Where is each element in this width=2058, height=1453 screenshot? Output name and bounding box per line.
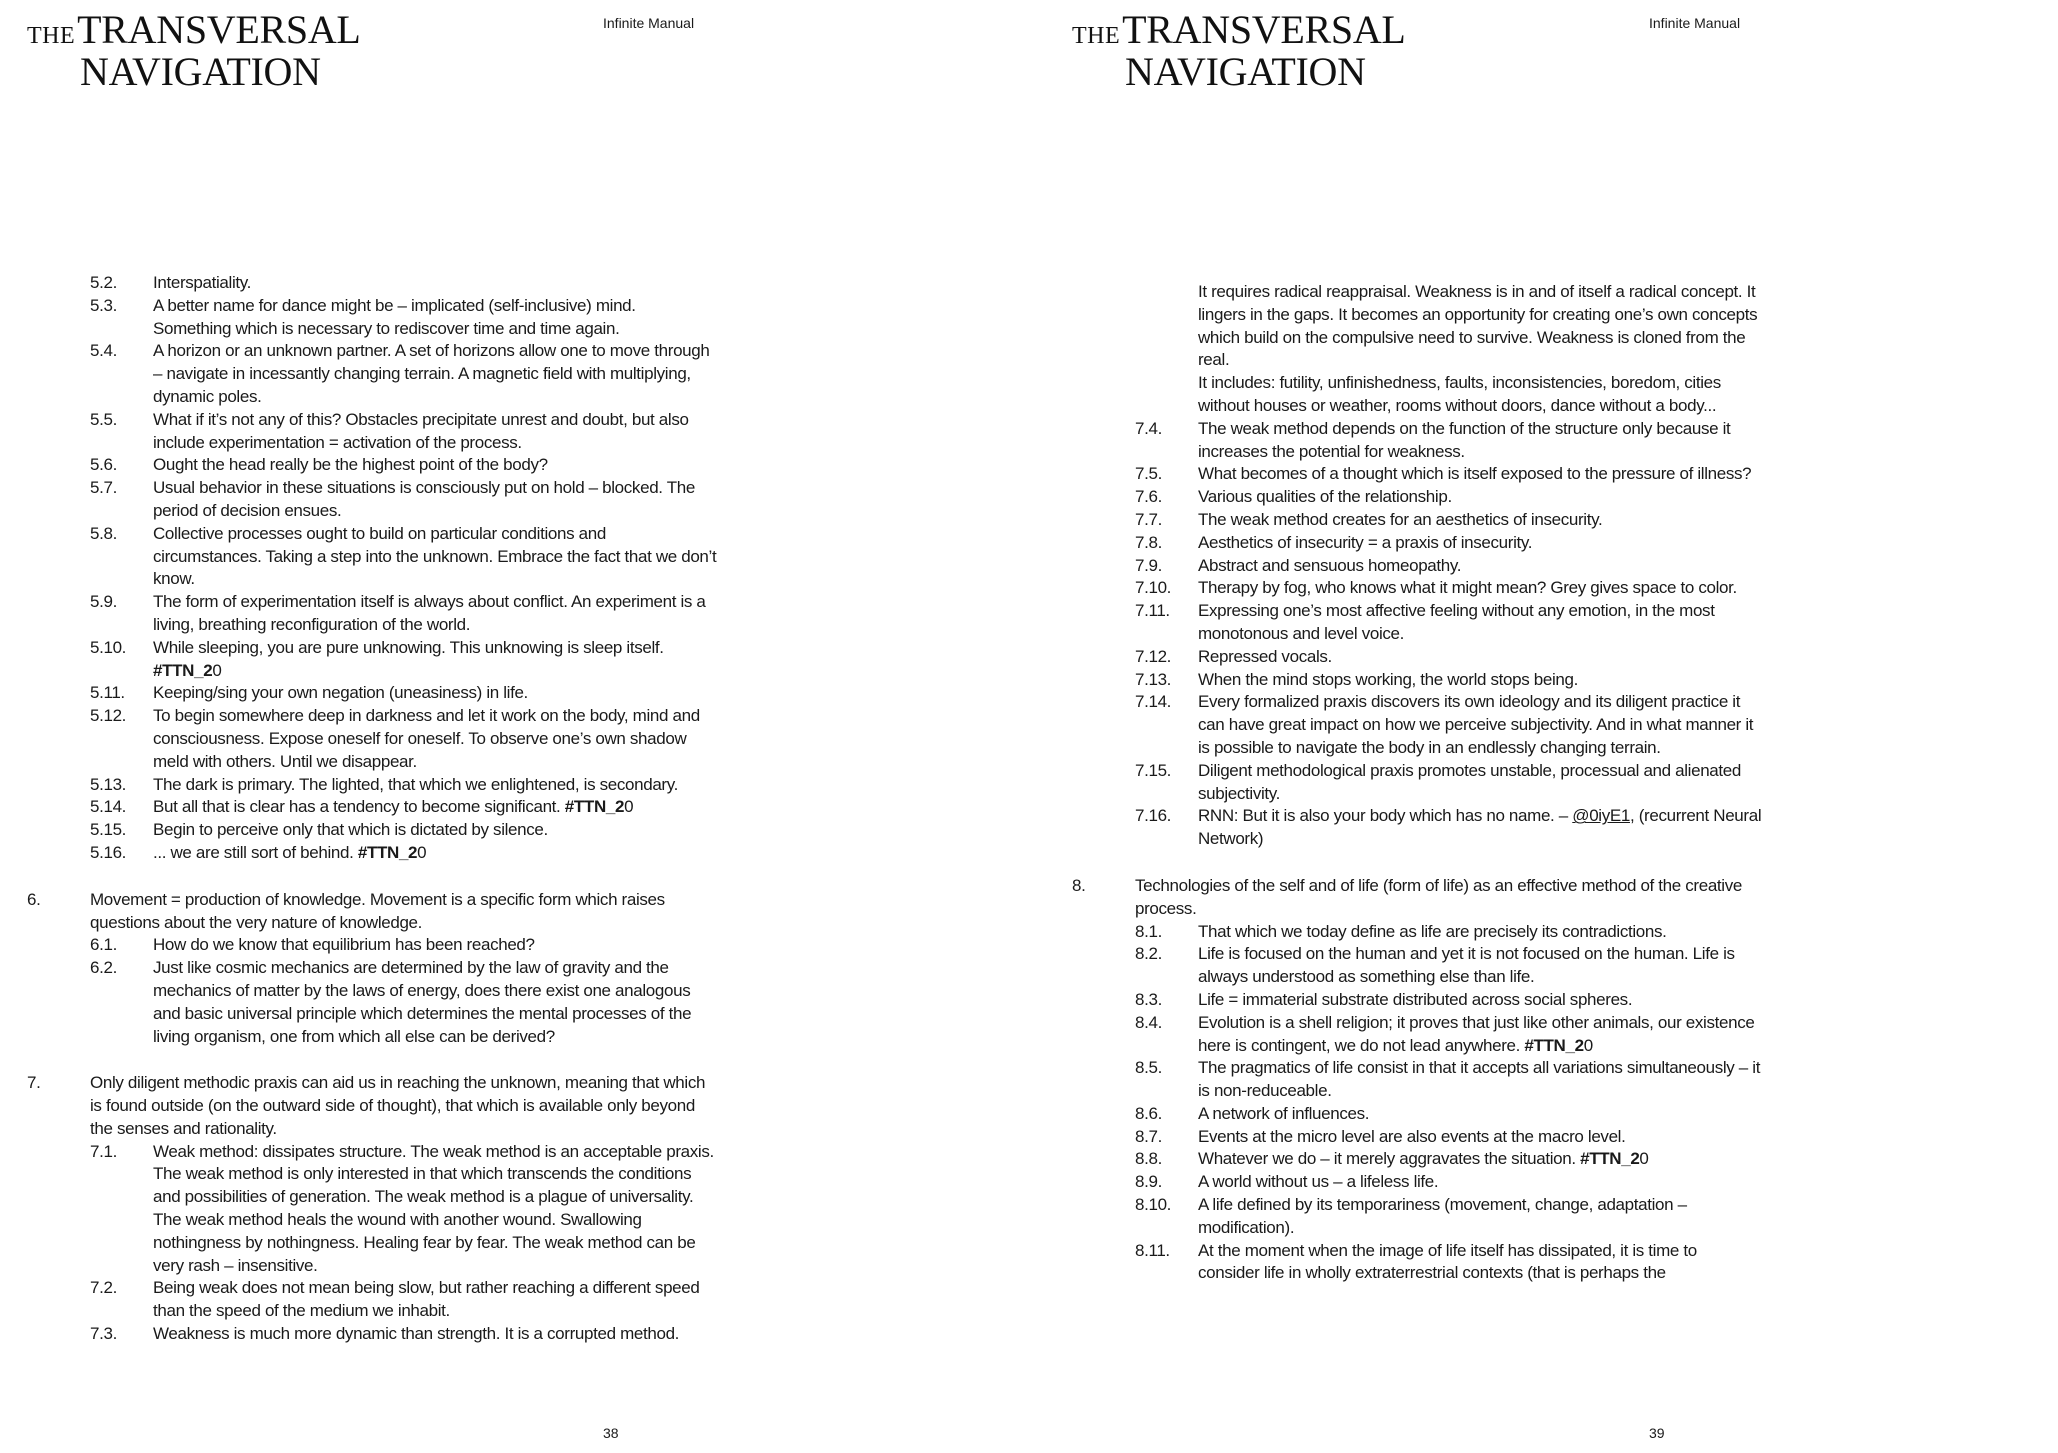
list-item: 8.2. Life is focused on the human and yet it is not focused on the human. Life is always understood as something else than life. [1135,944,1735,987]
list-item: 8.5. The pragmatics of life consist in that it accepts all variations simultaneously – it is non-reduceable. [1135,1058,1761,1101]
logo-word-navigation: NAVIGATION [1125,49,1366,94]
list-item: 7.3. Weakness is much more dynamic than strength. It is a corrupted method. [90,1324,680,1344]
list-item: 8.8. Whatever we do – it merely aggravates the situation. #TTN_20 [1135,1149,1649,1169]
list-item: 5.6. Ought the head really be the highest point of the body? [90,455,548,475]
list-item: 5.2. Interspatiality. [90,273,252,292]
list-item: 5.14. But all that is clear has a tendency to become significant. #TTN_20 [90,797,634,817]
publication-logo [1072,7,1406,94]
list-item: 7.5. What becomes of a thought which is itself exposed to the pressure of illness? [1135,464,1752,484]
list-item: 5.13. The dark is primary. The lighted, that which we enlightened, is secondary. [90,774,678,794]
hashtag: #TTN_2 [357,842,418,862]
list-item: 8.11. At the moment when the image of life itself has dissipated, it is time to consider life in wholly extraterrestrial contexts (that is perhaps the [1135,1240,1697,1283]
list-item: 7.2. Being weak does not mean being slow, but rather reaching a different speed than the speed of the medium we inhabit. [90,1278,700,1321]
logo-word-the: THE [27,23,76,49]
list-item: 8.6. A network of influences. [1135,1103,1370,1123]
section-7: 7. Only diligent methodic praxis can aid us in reaching the unknown, meaning that which is found outside (on the outward side of thought), that which is available only beyond the senses and rationality. [27,1073,706,1138]
logo-word-navigation: NAVIGATION [80,49,321,94]
list-item: 7.1. Weak method: dissipates structure. The weak method is an acceptable praxis. The weak method is only interested in that which transcends the conditions and possibilities of generation. The weak method is a plague of universality. The weak method heals the wound with another wound. Swallowing nothingness by nothingness. Healing fear by fear. The weak method can be very rash – insensitive. [90,1141,714,1275]
list-item: 7.14. Every formalized praxis discovers its own ideology and its diligent practice it can have great impact on how we perceive subjectivity. And in what manner it is possible to navigate the body in an endlessly changing terrain. [1135,692,1754,757]
list-item: 7.9. Abstract and sensuous homeopathy. [1135,555,1462,575]
list-item: 6.1. How do we know that equilibrium has been reached? [90,935,535,955]
logo-word-the: THE [1072,23,1121,49]
right-page [1029,0,2058,1453]
list-item: 8.1. That which we today define as life are precisely its contradictions. [1135,921,1667,941]
list-item: 8.10. A life defined by its temporariness (movement, change, adaptation – modification). [1135,1195,1687,1237]
publication-logo [27,7,361,94]
logo-word-transversal: TRANSVERSAL [77,7,361,52]
list-item: 5.16. ... we are still sort of behind. #TTN_20 [90,842,427,862]
list-item: 5.10. While sleeping, you are pure unknowing. This unknowing is sleep itself. #TTN_20 [90,637,664,680]
list-item: 5.15. Begin to perceive only that which is dictated by silence. [90,820,548,840]
list-item: 5.3. A better name for dance might be – implicated (self-inclusive) mind. Something which is necessary to rediscover time and time again. [90,295,636,338]
continued-paragraph: It includes: futility, unfinishedness, faults, inconsistencies, boredom, cities without houses or weather, rooms without doors, dance without a body... [1198,373,1721,415]
logo-word-transversal: TRANSVERSAL [1122,7,1406,52]
list-item: 7.15. Diligent methodological praxis promotes unstable, processual and alienated subjectivity. [1135,760,1741,803]
list-item: 8.9. A world without us – a lifeless life. [1135,1172,1439,1192]
list-item: 5.7. Usual behavior in these situations is consciously put on hold – blocked. The period of decision ensues. [90,478,695,520]
running-head: Infinite Manual [603,15,695,31]
list-item: 7.12. Repressed vocals. [1135,646,1332,666]
list-item: 7.16. RNN: But it is also your body which has no name. – @0iyE1, (recurrent Neural Network) [1135,806,1762,849]
list-item: 5.11. Keeping/sing your own negation (uneasiness) in life. [90,683,528,703]
right-body-text [1072,281,1762,1285]
page-number: 38 [603,1425,619,1441]
list-item: 7.13. When the mind stops working, the world stops being. [1135,669,1578,689]
list-item: 5.4. A horizon or an unknown partner. A set of horizons allow one to move through – navigate in incessantly changing terrain. A magnetic field with multiplying, dynamic poles. [90,341,710,406]
hashtag: #TTN_2 [564,797,625,817]
handle-link[interactable]: @0iyE1 [1572,806,1630,826]
list-item: 8.3. Life = immaterial substrate distributed across social spheres. [1135,989,1633,1009]
list-item: 7.6. Various qualities of the relationship. [1135,487,1452,507]
list-item: 5.9. The form of experimentation itself is always about conflict. An experiment is a living, breathing reconfiguration of the world. [90,592,706,634]
list-item: 8.4. Evolution is a shell religion; it proves that just like other animals, our existence here is contingent, we do not lead anywhere. #TTN_20 [1135,1012,1755,1055]
section-6: 6. Movement = production of knowledge. Movement is a specific form which raises questions about the very nature of knowledge. [27,889,665,932]
list-item: 5.12. To begin somewhere deep in darkness and let it work on the body, mind and consciousness. Expose oneself for oneself. To observe one’s own shadow meld with others. Until we disappear. [90,706,700,771]
left-body-text [27,272,717,1346]
list-item: 7.10. Therapy by fog, who knows what it might mean? Grey gives space to color. [1135,578,1737,598]
list-5 [27,272,717,865]
section-8: 8. Technologies of the self and of life (form of life) as an effective method of the creative process. [1072,875,1742,918]
list-item: 7.4. The weak method depends on the function of the structure only because it increases the potential for weakness. [1135,418,1731,461]
hashtag: #TTN_2 [153,660,213,680]
list-item: 7.7. The weak method creates for an aesthetics of insecurity. [1135,509,1603,529]
hashtag: #TTN_2 [1580,1149,1640,1169]
running-head: Infinite Manual [1649,15,1741,31]
list-item: 7.8. Aesthetics of insecurity = a praxis of insecurity. [1135,532,1533,552]
list-item: 5.8. Collective processes ought to build on particular conditions and circumstances. Taking a step into the unknown. Embrace the fact that we don’t know. [90,523,717,589]
page-number: 39 [1649,1425,1665,1441]
list-item: 8.7. Events at the micro level are also events at the macro level. [1135,1126,1626,1146]
list-item: 6.2. Just like cosmic mechanics are determined by the law of gravity and the mechanics of matter by the laws of energy, does there exist one analogous and basic universal principle which determines the mental processes of the living organism, one from which all else can be derived? [90,958,692,1046]
list-item: 5.5. What if it’s not any of this? Obstacles precipitate unrest and doubt, but also include experimentation = activation of the process. [90,409,689,452]
continued-paragraph: It requires radical reappraisal. Weakness is in and of itself a radical concept. It lingers in the gaps. It becomes an opportunity for creating one’s own concepts which build on the compulsive need to survive. Weakness is cloned from the real. [1198,282,1758,370]
list-item: 7.11. Expressing one’s most affective feeling without any emotion, in the most monotonous and level voice. [1135,601,1715,643]
hashtag: #TTN_2 [1524,1035,1584,1055]
